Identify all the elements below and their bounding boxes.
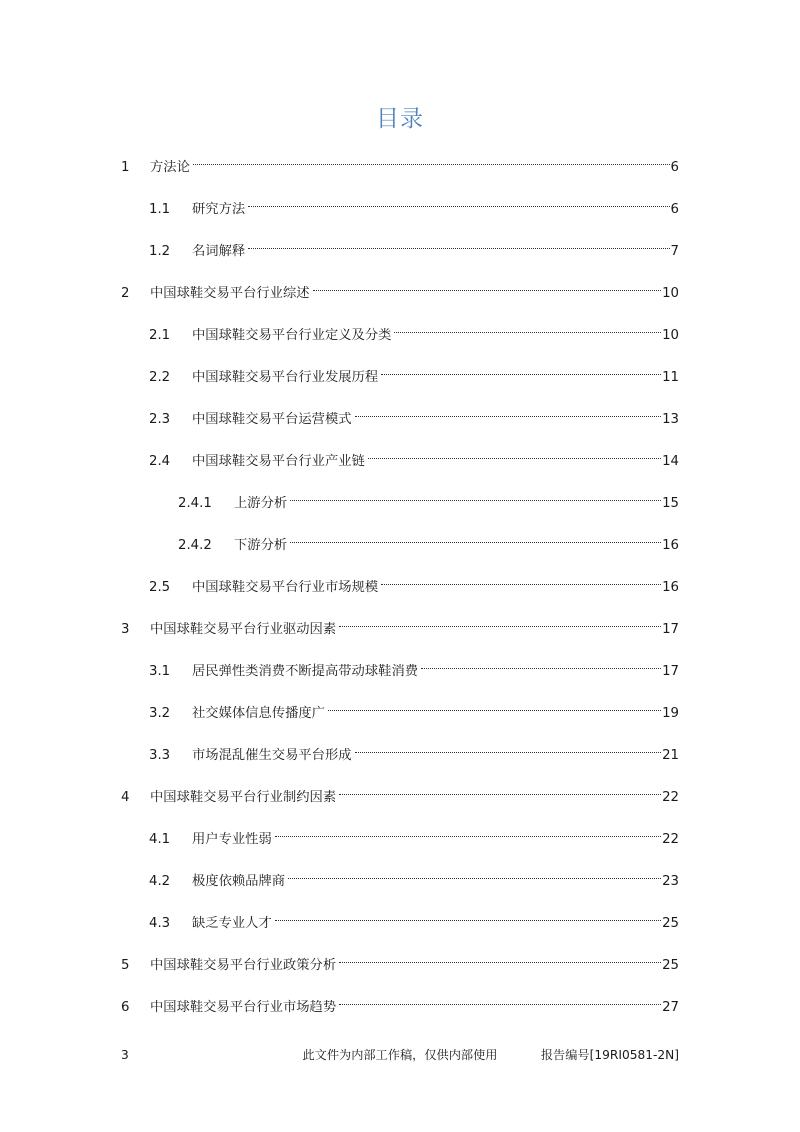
toc-entry-number: 4.3 [149,916,171,931]
toc-entry-number: 3.1 [149,664,171,679]
toc-entry-page: 22 [662,790,679,805]
toc-entry-5[interactable] [121,947,679,973]
toc-entry-number: 2 [121,286,130,301]
toc-entry-number: 2.4.1 [178,496,212,511]
toc-dot-leader [326,695,661,717]
toc-entry-3[interactable] [121,611,679,637]
toc-entry-page: 13 [662,412,679,427]
toc-entry-1-1[interactable] [149,191,679,217]
toc-entry-number: 2.5 [149,580,171,595]
toc-entry-label: 中国球鞋交易平台行业制约因素 [150,790,337,805]
toc-entry-label: 名词解释 [192,244,246,259]
toc-entry-4-3[interactable] [149,905,679,931]
toc-dot-leader [392,317,661,339]
toc-dot-leader [246,191,669,213]
toc-entry-label: 研究方法 [192,202,246,217]
toc-entry-number: 2.1 [149,328,171,343]
toc-entry-label: 中国球鞋交易平台行业驱动因素 [150,622,337,637]
toc-dot-leader [191,149,670,171]
toc-entry-label: 中国球鞋交易平台行业综述 [150,286,310,301]
toc-entry-page: 11 [662,370,679,385]
toc-entry-page: 16 [662,538,679,553]
toc-entry-1[interactable] [121,149,679,175]
toc-entry-label: 方法论 [150,160,190,175]
toc-entry-label: 中国球鞋交易平台运营模式 [192,412,352,427]
toc-dot-leader [337,611,661,633]
toc-entry-number: 5 [121,958,130,973]
toc-dot-leader [273,821,661,843]
toc-entry-number: 2.4 [149,454,171,469]
toc-entry-page: 6 [670,160,679,175]
toc-title: 目录 [376,106,424,132]
toc-entry-number: 4.2 [149,874,171,889]
toc-entry-label: 中国球鞋交易平台行业产业链 [192,454,365,469]
toc-entry-3-1[interactable] [149,653,679,679]
footer-report-number: 报告编号[19RI0581-2N] [540,1048,679,1062]
toc-entry-label: 下游分析 [234,538,288,553]
toc-entry-2[interactable] [121,275,679,301]
toc-dot-leader [337,989,661,1011]
toc-entry-2-4-2[interactable] [178,527,679,553]
toc-entry-page: 21 [662,748,679,763]
toc-entry-2-2[interactable] [149,359,679,385]
toc-entry-2-4[interactable] [149,443,679,469]
toc-entry-number: 3 [121,622,130,637]
toc-entry-number: 1.2 [149,244,171,259]
toc-entry-3-3[interactable] [149,737,679,763]
toc-entry-2-4-1[interactable] [178,485,679,511]
toc-dot-leader [288,485,661,507]
toc-entry-number: 4.1 [149,832,171,847]
toc-entry-label: 缺乏专业人才 [192,916,272,931]
toc-entry-page: 19 [662,706,679,721]
toc-entry-page: 22 [662,832,679,847]
toc-entry-label: 上游分析 [234,496,288,511]
toc-entry-page: 17 [662,664,679,679]
toc-dot-leader [337,947,661,969]
toc-entry-page: 10 [662,328,679,343]
toc-dot-leader [246,233,669,255]
toc-dot-leader [379,359,661,381]
toc-entry-label: 中国球鞋交易平台行业市场规模 [192,580,379,595]
footer-page-number: 3 [121,1048,129,1062]
toc-entry-number: 4 [121,790,130,805]
toc-entry-page: 27 [662,1000,679,1015]
toc-entry-number: 1 [121,160,130,175]
toc-entry-label: 中国球鞋交易平台行业发展历程 [192,370,379,385]
toc-entry-number: 3.2 [149,706,171,721]
toc-entry-1-2[interactable] [149,233,679,259]
toc-entry-4-1[interactable] [149,821,679,847]
toc-entry-3-2[interactable] [149,695,679,721]
toc-entry-page: 6 [670,202,679,217]
toc-dot-leader [286,863,661,885]
toc-entry-2-5[interactable] [149,569,679,595]
toc-dot-leader [366,443,661,465]
toc-dot-leader [353,737,662,759]
toc-entry-4[interactable] [121,779,679,805]
toc-entry-label: 中国球鞋交易平台行业市场趋势 [150,1000,337,1015]
toc-entry-2-1[interactable] [149,317,679,343]
toc-entry-page: 10 [662,286,679,301]
toc-entry-page: 25 [662,958,679,973]
toc-entry-label: 市场混乱催生交易平台形成 [192,748,352,763]
toc-entry-label: 中国球鞋交易平台行业定义及分类 [192,328,392,343]
toc-entry-label: 极度依赖品牌商 [192,874,286,889]
toc-dot-leader [337,779,661,801]
toc-entry-label: 社交媒体信息传播度广 [192,706,325,721]
toc-entry-label: 居民弹性类消费不断提高带动球鞋消费 [192,664,419,679]
toc-dot-leader [311,275,662,297]
toc-entry-page: 15 [662,496,679,511]
toc-entry-page: 14 [662,454,679,469]
toc-entry-number: 2.3 [149,412,171,427]
toc-entry-page: 17 [662,622,679,637]
toc-entry-number: 3.3 [149,748,171,763]
toc-entry-number: 1.1 [149,202,171,217]
toc-entry-2-3[interactable] [149,401,679,427]
toc-entry-4-2[interactable] [149,863,679,889]
toc-entry-label: 中国球鞋交易平台行业政策分析 [150,958,337,973]
toc-entry-page: 16 [662,580,679,595]
toc-dot-leader [273,905,661,927]
toc-entry-6[interactable] [121,989,679,1015]
toc-dot-leader [379,569,661,591]
toc-entry-number: 6 [121,1000,130,1015]
toc-dot-leader [419,653,661,675]
toc-entry-page: 23 [662,874,679,889]
toc-entry-number: 2.2 [149,370,171,385]
toc-dot-leader [288,527,661,549]
toc-entry-page: 25 [662,916,679,931]
toc-dot-leader [353,401,662,423]
toc-entry-page: 7 [670,244,679,259]
toc-entry-label: 用户专业性弱 [192,832,272,847]
footer-confidential-notice: 此文件为内部工作稿，仅供内部使用 [302,1048,498,1062]
toc-entry-number: 2.4.2 [178,538,212,553]
